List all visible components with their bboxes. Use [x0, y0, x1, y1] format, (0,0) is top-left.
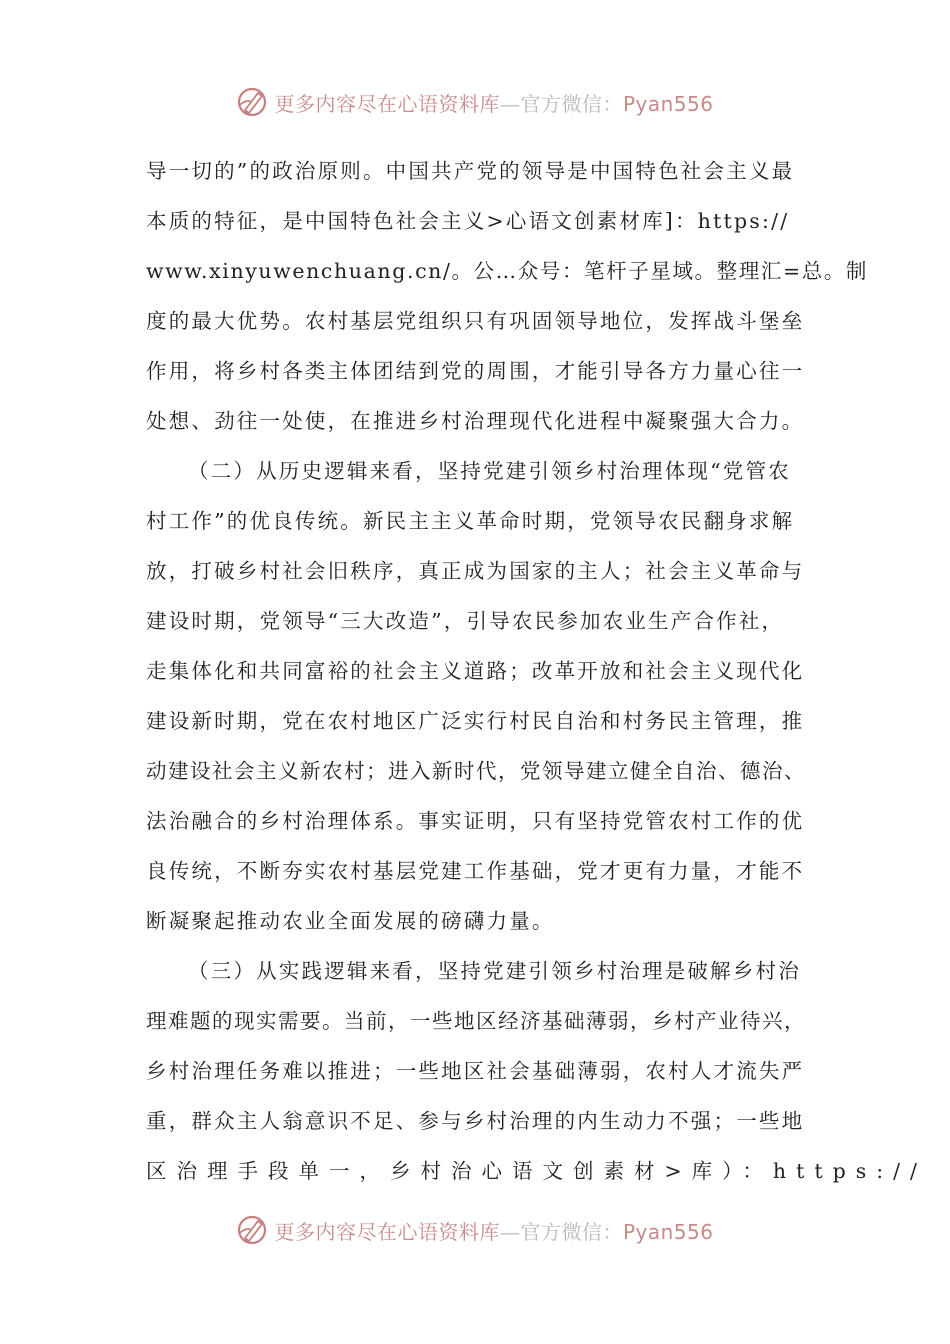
header-banner-text	[274, 88, 713, 117]
text-line: 本质的特征，是中国特色社会主义>心语文创素材库]：https://	[146, 209, 790, 233]
document-body	[146, 146, 927, 1196]
header-banner	[0, 82, 950, 122]
header-banner-main: 更多内容尽在心语资料库	[274, 91, 500, 116]
text-line: 走集体化和共同富裕的社会主义道路；改革开放和社会主义现代化	[146, 659, 805, 683]
text-line: 放，打破乡村社会旧秩序，真正成为国家的主人；社会主义革命与	[146, 559, 805, 583]
text-line: 处想、劲往一处使，在推进乡村治理现代化进程中凝聚强大合力。	[146, 409, 805, 433]
footer-banner-dash: —	[499, 1219, 521, 1244]
footer-banner-main: 更多内容尽在心语资料库	[274, 1219, 500, 1244]
footer-banner-id: Pyan556	[622, 1219, 714, 1244]
text-line: 建设时期，党领导“三大改造”，引导农民参加农业生产合作社，	[146, 609, 785, 633]
text-line: 重，群众主人翁意识不足、参与乡村治理的内生动力不强；一些地	[146, 1109, 805, 1133]
text-line: www.xinyuwenchuang.cn/。公…众号：笔杆子星域。整理汇=总。制	[146, 259, 869, 283]
footer-banner-sub: 官方微信：	[520, 1219, 623, 1244]
footer-banner	[0, 1210, 950, 1250]
text-line: 建设新时期，党在农村地区广泛实行村民自治和村务民主管理，推	[146, 709, 805, 733]
pen-logo-icon	[236, 1213, 270, 1247]
text-line: 村工作”的优良传统。新民主主义革命时期，党领导农民翻身求解	[146, 509, 795, 533]
pen-logo-icon	[236, 85, 270, 119]
text-line: 理难题的现实需要。当前，一些地区经济基础薄弱，乡村产业待兴，	[146, 1009, 806, 1033]
text-line: （二）从历史逻辑来看，坚持党建引领乡村治理体现“党管农	[188, 459, 791, 483]
text-line: 区治理手段单一，乡村治心语文创素材>库）：https://	[146, 1159, 927, 1183]
text-line: 度的最大优势。农村基层党组织只有巩固领导地位，发挥战斗堡垒	[146, 309, 805, 333]
text-line: 动建设社会主义新农村；进入新时代，党领导建立健全自治、德治、	[146, 759, 806, 783]
text-line: 乡村治理任务难以推进；一些地区社会基础薄弱，农村人才流失严	[146, 1059, 805, 1083]
header-banner-id: Pyan556	[622, 91, 714, 116]
text-line: 断凝聚起推动农业全面发展的磅礴力量。	[146, 909, 555, 933]
text-line: 法治融合的乡村治理体系。事实证明，只有坚持党管农村工作的优	[146, 809, 805, 833]
text-line: 良传统，不断夯实农村基层党建工作基础，党才更有力量，才能不	[146, 859, 805, 883]
text-line: 导一切的”的政治原则。中国共产党的领导是中国特色社会主义最	[146, 159, 795, 183]
footer-banner-text	[274, 1216, 713, 1245]
text-line: （三）从实践逻辑来看，坚持党建引领乡村治理是破解乡村治	[188, 959, 801, 983]
header-banner-dash: —	[499, 91, 521, 116]
text-line: 作用，将乡村各类主体团结到党的周围，才能引导各方力量心往一	[146, 359, 805, 383]
header-banner-sub: 官方微信：	[520, 91, 623, 116]
